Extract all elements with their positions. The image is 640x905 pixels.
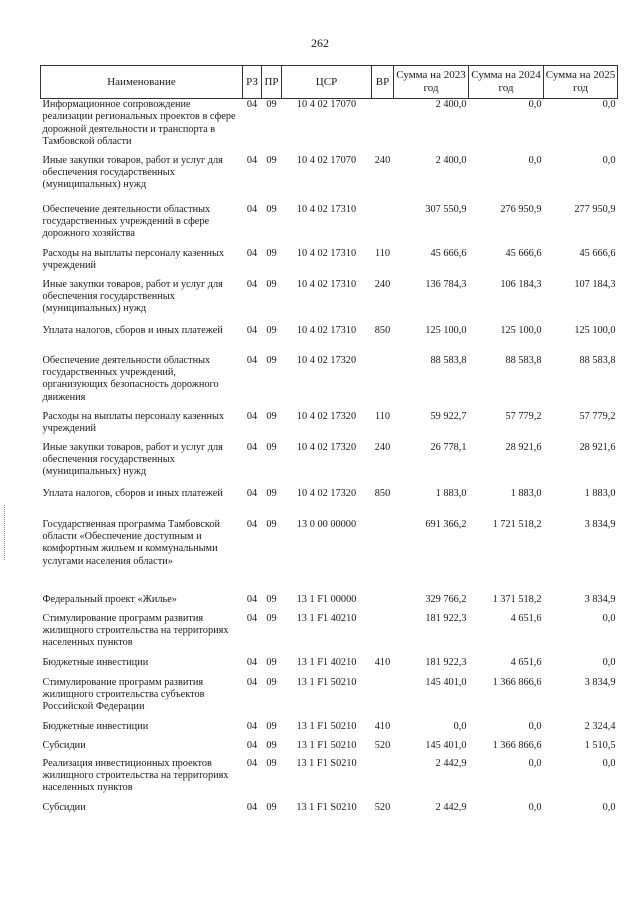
row-name: Государственная программа Тамбовской области «Обеспечение доступным и комфортным жильем и коммунальными услугами населения области»	[42, 518, 221, 567]
row-csr: 10 4 02 17310	[296, 324, 357, 336]
header-sum-2023: Сумма на 2023 год	[394, 66, 469, 99]
table-row	[41, 740, 618, 758]
row-sum-2024: 106 184,3	[500, 278, 542, 290]
row-sum-2025: 1 510,5	[584, 739, 616, 751]
table-row	[41, 488, 618, 519]
row-pr: 09	[266, 203, 277, 215]
row-name: Иные закупки товаров, работ и услуг для обеспечения государственных (муниципальных) нужд	[42, 278, 223, 315]
table-row	[41, 248, 618, 279]
row-name: Информационное сопровождение реализации региональных проектов в сфере дорожной деятельности и транспорта в Тамбовской области	[42, 99, 236, 148]
row-rz: 04	[246, 324, 258, 336]
row-name: Субсидии	[42, 739, 86, 751]
row-rz: 04	[246, 203, 258, 215]
row-name: Иные закупки товаров, работ и услуг для обеспечения государственных (муниципальных) нужд	[42, 441, 223, 478]
row-csr: 13 1 F1 50210	[296, 720, 357, 732]
row-sum-2023: 145 401,0	[425, 739, 467, 751]
row-sum-2023: 26 778,1	[430, 441, 467, 453]
row-sum-2023: 2 400,0	[435, 154, 467, 166]
table-row	[41, 613, 618, 657]
row-sum-2024: 276 950,9	[500, 203, 542, 215]
row-sum-2023: 2 442,9	[435, 801, 467, 813]
row-csr: 13 1 F1 S0210	[296, 757, 357, 769]
row-csr: 13 1 F1 S0210	[296, 801, 357, 813]
row-pr: 09	[266, 247, 277, 259]
row-sum-2023: 1 883,0	[435, 487, 467, 499]
header-csr: ЦСР	[282, 66, 372, 99]
row-csr: 13 1 F1 40210	[296, 656, 357, 668]
budget-table	[40, 65, 618, 822]
row-pr: 09	[266, 354, 277, 366]
margin-mark	[4, 505, 7, 560]
row-vr: 240	[374, 278, 391, 290]
row-vr	[372, 99, 394, 155]
row-sum-2023: 88 583,8	[430, 354, 467, 366]
table-row	[41, 758, 618, 802]
row-sum-2023: 145 401,0	[425, 676, 467, 688]
row-pr: 09	[266, 739, 277, 751]
header-sum-2025: Сумма на 2025 год	[544, 66, 618, 99]
row-name: Расходы на выплаты персоналу казенных учреждений	[42, 410, 225, 434]
row-csr: 10 4 02 17320	[296, 441, 357, 453]
row-sum-2023: 691 366,2	[425, 518, 467, 530]
row-vr	[372, 594, 394, 613]
row-sum-2025: 107 184,3	[574, 278, 616, 290]
row-sum-2025: 3 834,9	[584, 593, 616, 605]
row-vr: 110	[374, 247, 391, 259]
row-pr: 09	[266, 720, 277, 732]
table-header-row	[41, 66, 618, 99]
row-rz: 04	[246, 676, 258, 688]
row-csr: 10 4 02 17310	[296, 247, 357, 259]
row-rz: 04	[246, 612, 258, 624]
row-vr: 850	[374, 487, 391, 499]
row-sum-2025: 0,0	[602, 612, 616, 624]
row-pr: 09	[266, 612, 277, 624]
row-sum-2024: 0,0	[528, 757, 542, 769]
row-name: Субсидии	[42, 801, 86, 813]
row-name: Стимулирование программ развития жилищного строительства на территориях населенных пунктов	[42, 612, 229, 649]
row-sum-2024: 0,0	[528, 720, 542, 732]
row-csr: 13 1 F1 00000	[296, 593, 357, 605]
row-name: Бюджетные инвестиции	[42, 720, 149, 732]
row-csr: 10 4 02 17320	[296, 354, 357, 366]
table-row	[41, 721, 618, 740]
table-row	[41, 594, 618, 613]
row-sum-2024: 0,0	[528, 99, 542, 110]
row-sum-2025: 88 583,8	[579, 354, 616, 366]
row-sum-2024: 1 371 518,2	[492, 593, 542, 605]
row-sum-2023: 2 442,9	[435, 757, 467, 769]
table-row	[41, 657, 618, 677]
row-vr: 410	[374, 720, 391, 732]
row-sum-2023: 181 922,3	[425, 612, 467, 624]
row-sum-2025: 0,0	[602, 656, 616, 668]
row-name: Уплата налогов, сборов и иных платежей	[42, 324, 223, 336]
row-name: Федеральный проект «Жилье»	[42, 593, 177, 605]
row-sum-2024: 4 651,6	[510, 656, 542, 668]
row-sum-2025: 1 883,0	[584, 487, 616, 499]
row-csr: 10 4 02 17320	[296, 410, 357, 422]
row-name: Стимулирование программ развития жилищного строительства субъектов Российской Федерации	[42, 676, 205, 713]
row-sum-2023: 45 666,6	[430, 247, 467, 259]
row-name: Обеспечение деятельности областных государственных учреждений в сфере дорожного хозяйства	[42, 203, 211, 240]
row-rz: 04	[246, 720, 258, 732]
row-pr: 09	[266, 99, 277, 110]
header-rz: РЗ	[243, 66, 262, 99]
row-sum-2024: 1 883,0	[510, 487, 542, 499]
row-name: Реализация инвестиционных проектов жилищного строительства на территориях населенных пунктов	[42, 757, 229, 794]
row-rz: 04	[246, 801, 258, 813]
row-sum-2023: 125 100,0	[425, 324, 467, 336]
row-sum-2025: 2 324,4	[584, 720, 616, 732]
row-pr: 09	[266, 154, 277, 166]
row-sum-2025: 125 100,0	[574, 324, 616, 336]
header-name: Наименование	[41, 66, 243, 99]
row-sum-2023: 307 550,9	[425, 203, 467, 215]
table-row	[41, 519, 618, 594]
row-name: Иные закупки товаров, работ и услуг для обеспечения государственных (муниципальных) нужд	[42, 154, 223, 191]
row-sum-2024: 125 100,0	[500, 324, 542, 336]
row-sum-2025: 45 666,6	[579, 247, 616, 259]
row-rz: 04	[246, 757, 258, 769]
row-csr: 10 4 02 17310	[296, 278, 357, 290]
row-sum-2025: 57 779,2	[579, 410, 616, 422]
table-row	[41, 279, 618, 325]
row-sum-2024: 4 651,6	[510, 612, 542, 624]
row-vr: 850	[374, 324, 391, 336]
row-rz: 04	[246, 410, 258, 422]
row-sum-2023: 181 922,3	[425, 656, 467, 668]
row-sum-2025: 0,0	[602, 99, 616, 110]
row-vr	[372, 355, 394, 411]
row-csr: 10 4 02 17070	[296, 99, 357, 110]
row-sum-2024: 0,0	[528, 154, 542, 166]
row-csr: 13 1 F1 40210	[296, 612, 357, 624]
row-rz: 04	[246, 354, 258, 366]
table-row	[41, 677, 618, 721]
row-vr: 410	[374, 656, 391, 668]
row-sum-2025: 0,0	[602, 757, 616, 769]
row-name: Обеспечение деятельности областных государственных учреждений, организующих безопасность дорожного движения	[42, 354, 219, 403]
row-rz: 04	[246, 247, 258, 259]
row-sum-2024: 0,0	[528, 801, 542, 813]
row-sum-2023: 329 766,2	[425, 593, 467, 605]
row-csr: 13 0 00 00000	[296, 518, 357, 530]
row-pr: 09	[266, 487, 277, 499]
row-pr: 09	[266, 656, 277, 668]
row-sum-2024: 1 721 518,2	[492, 518, 542, 530]
row-sum-2023: 2 400,0	[435, 99, 467, 110]
row-csr: 13 1 F1 50210	[296, 676, 357, 688]
row-vr	[372, 204, 394, 248]
row-vr: 240	[374, 154, 391, 166]
row-sum-2023: 59 922,7	[430, 410, 467, 422]
row-sum-2025: 277 950,9	[574, 203, 616, 215]
row-rz: 04	[246, 441, 258, 453]
row-rz: 04	[246, 154, 258, 166]
row-vr	[372, 519, 394, 594]
row-sum-2024: 57 779,2	[505, 410, 542, 422]
row-sum-2024: 28 921,6	[505, 441, 542, 453]
row-sum-2023: 136 784,3	[425, 278, 467, 290]
row-rz: 04	[246, 739, 258, 751]
table-row	[41, 325, 618, 355]
row-rz: 04	[246, 518, 258, 530]
row-pr: 09	[266, 801, 277, 813]
row-pr: 09	[266, 324, 277, 336]
table-row	[41, 411, 618, 442]
row-sum-2025: 3 834,9	[584, 518, 616, 530]
table-row	[41, 442, 618, 488]
row-rz: 04	[246, 487, 258, 499]
row-vr	[372, 758, 394, 802]
row-name: Уплата налогов, сборов и иных платежей	[42, 487, 223, 499]
row-sum-2025: 28 921,6	[579, 441, 616, 453]
row-pr: 09	[266, 593, 277, 605]
row-sum-2025: 0,0	[602, 801, 616, 813]
row-pr: 09	[266, 757, 277, 769]
row-csr: 10 4 02 17320	[296, 487, 357, 499]
table-row	[41, 355, 618, 411]
row-sum-2023: 0,0	[453, 720, 467, 732]
table-row	[41, 99, 618, 155]
row-sum-2024: 1 366 866,6	[492, 676, 542, 688]
row-sum-2024: 88 583,8	[505, 354, 542, 366]
row-rz: 04	[246, 593, 258, 605]
row-csr: 10 4 02 17070	[296, 154, 357, 166]
table-row	[41, 802, 618, 822]
row-sum-2025: 3 834,9	[584, 676, 616, 688]
table-row	[41, 155, 618, 204]
row-vr: 520	[374, 801, 391, 813]
row-name: Расходы на выплаты персоналу казенных учреждений	[42, 247, 225, 271]
row-vr: 520	[374, 739, 391, 751]
row-vr: 240	[374, 441, 391, 453]
row-csr: 13 1 F1 50210	[296, 739, 357, 751]
row-sum-2024: 45 666,6	[505, 247, 542, 259]
row-sum-2024: 1 366 866,6	[492, 739, 542, 751]
row-rz: 04	[246, 278, 258, 290]
table-body	[41, 99, 618, 822]
row-rz: 04	[246, 656, 258, 668]
row-rz: 04	[246, 99, 258, 110]
header-vr: ВР	[372, 66, 394, 99]
row-pr: 09	[266, 278, 277, 290]
table-row	[41, 204, 618, 248]
row-vr	[372, 613, 394, 657]
row-pr: 09	[266, 410, 277, 422]
row-vr: 110	[374, 410, 391, 422]
row-pr: 09	[266, 676, 277, 688]
header-sum-2024: Сумма на 2024 год	[469, 66, 544, 99]
row-sum-2025: 0,0	[602, 154, 616, 166]
row-csr: 10 4 02 17310	[296, 203, 357, 215]
page-number: 262	[311, 36, 329, 50]
header-pr: ПР	[262, 66, 282, 99]
row-pr: 09	[266, 518, 277, 530]
row-vr	[372, 677, 394, 721]
row-name: Бюджетные инвестиции	[42, 656, 149, 668]
row-pr: 09	[266, 441, 277, 453]
